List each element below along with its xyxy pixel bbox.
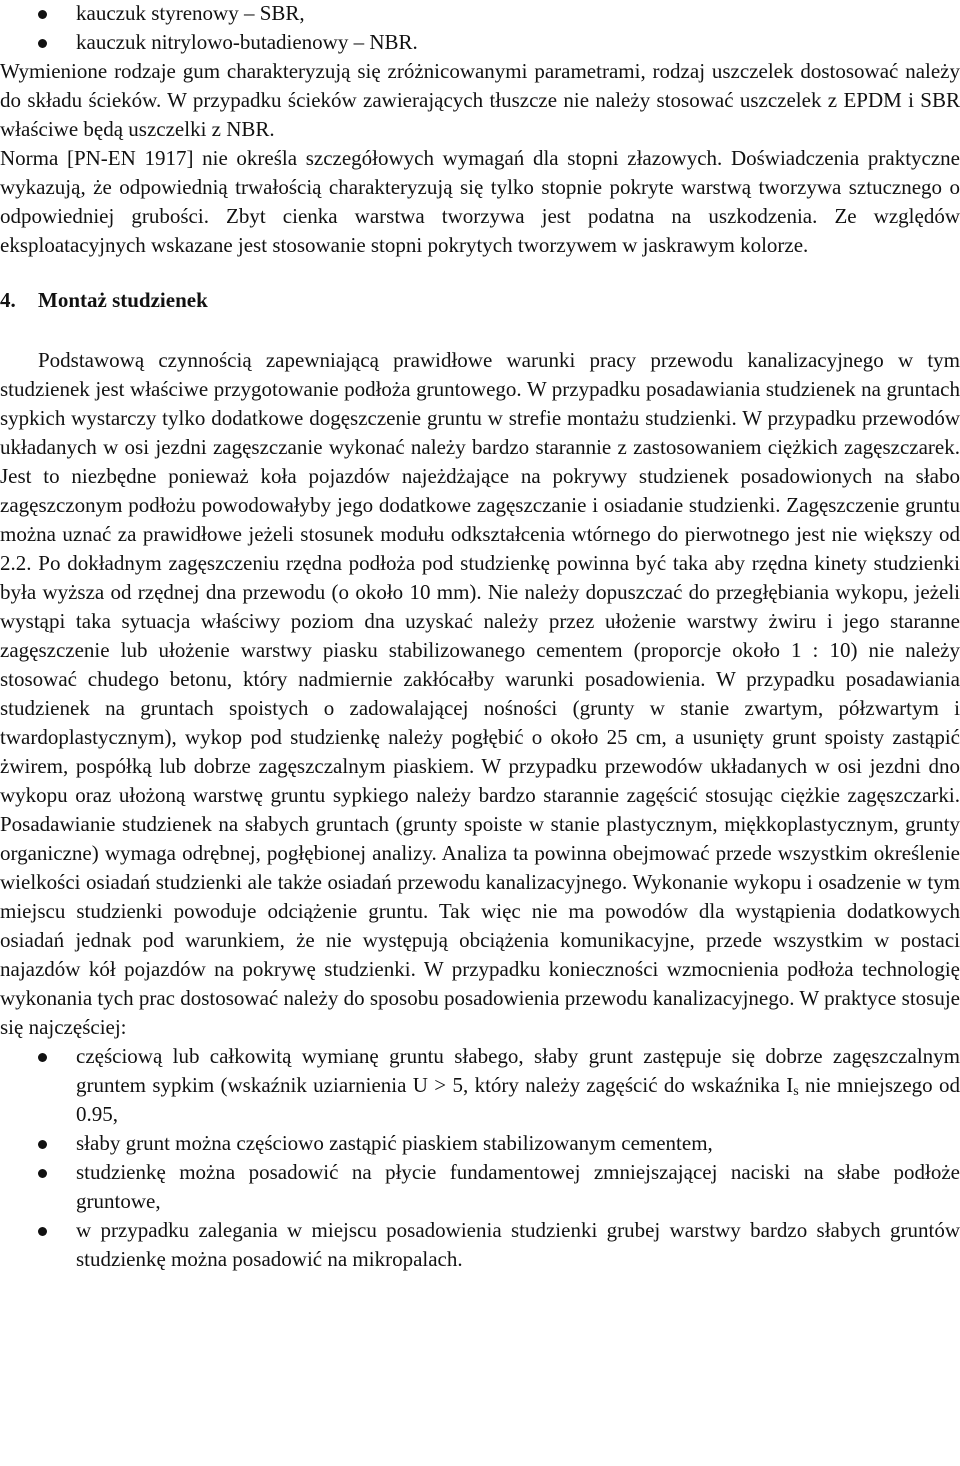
list-item-text <box>76 1044 960 1126</box>
section-heading <box>0 286 960 316</box>
spacer <box>0 260 960 286</box>
list-item-text: w przypadku zalegania w miejscu posadowienia studzienki grubej warstwy bardzo słabych gruntów studzienkę można posadowić na mikropalach. <box>76 1218 960 1271</box>
paragraph-steps: Norma [PN-EN 1917] nie określa szczegółowych wymagań dla stopni złazowych. Doświadczenia praktyczne wykazują, że odpowiednią trwałością charakteryzują się tylko stopnie pokryte warstwą tworzywa sztucznego o odpowiedniej grubości. Zbyt cienka warstwa tworzywa jest podatna na uszkodzenia. Ze względów eksploatacyjnych wskazane jest stosowanie stopni pokrytych tworzywem w jaskrawym kolorze. <box>0 146 960 257</box>
list-item-text-main: częściową lub całkowitą wymianę gruntu słabego, słaby grunt zastępuje się dobrze zagęszczalnym gruntem sypkim (wskaźnik uziarnienia U > 5, który należy zagęścić do wskaźnika I <box>76 1044 960 1097</box>
bullet-icon <box>38 10 47 19</box>
list-item <box>0 0 960 28</box>
list-item <box>0 1129 960 1158</box>
rubber-types-list <box>0 0 960 57</box>
spacer <box>0 316 960 346</box>
section-title: Montaż studzienek <box>38 288 208 312</box>
bullet-icon <box>38 39 47 48</box>
paragraph-installation: Podstawową czynnością zapewniającą prawidłowe warunki pracy przewodu kanalizacyjnego w tym studzienek jest właściwe przygotowanie podłoża gruntowego. W przypadku posadawiania studzienek na gruntach sypkich wystarczy tylko dodatkowe dogęszczenie gruntu w strefie montażu studzienki. W przypadku przewodów układanych w osi jezdni zagęszczanie wykonać należy bardzo starannie z zastosowaniem ciężkich zagęszczarek. Jest to niezbędne ponieważ koła pojazdów najeżdżające na pokrywy studzienek posadowionych na słabo zagęszczonym podłożu powodowałyby jego dodatkowe zagęszczanie i osiadanie studzienki. Zagęszczenie gruntu można uznać za prawidłowe jeżeli stosunek modułu odkształcenia wtórnego do pierwotnego jest nie większy od 2.2. Po dokładnym zagęszczeniu rzędna podłoża pod studzienkę powinna być taka aby rzędna kinety studzienki była wyższa od rzędnej dna przewodu (o około 10 mm). Nie należy dopuszczać do przegłębiania wykopu, jeżeli wystąpi taka sytuacja właściwy poziom dna uzyskać należy przez ułożenie warstwy żwiru i jego staranne zagęszczenie lub ułożenie warstwy piasku stabilizowanego cementem (proporcje około 1 : 10) nie należy stosować chudego betonu, który nadmiernie zakłócałby warunki posadowienia. W przypadku posadawiania studzienek na gruntach spoistych o zadowalającej nośności (grunty w stanie zwartym, półzwartym i twardoplastycznym), wykop pod studzienkę należy pogłębić o około 25 cm, a usunięty grunt spoisty zastąpić żwirem, pospółką lub dobrze zagęszczalnym piaskiem. W przypadku przewodów układanych w osi jezdni dno wykopu oraz ułożoną warstwę gruntu sypkiego należy bardzo starannie zagęścić stosując ciężkie zagęszczarki. Posadawianie studzienek na słabych gruntach (grunty spoiste w stanie plastycznym, miękkoplastycznym, grunty organiczne) wymaga odrębnej, pogłębionej analizy. Analiza ta powinna obejmować przede wszystkim określenie wielkości osiadań studzienki ale także osiadań przewodu kanalizacyjnego. Wykonanie wykopu i osadzenie w tym miejscu studzienki powoduje odciążenie gruntu. Tak więc nie ma powodów dla wystąpienia dodatkowych osiadań jednak pod warunkiem, że nie występują obciążenia komunikacyjne, przede wszystkim w postaci najazdów kół pojazdów na pokrywę studzienki. W przypadku konieczności wzmocnienia podłoża technologię wykonania tych prac dostosować należy do sposobu posadowienia przewodu kanalizacyjnego. W praktyce stosuje się najczęściej: <box>0 348 960 1039</box>
list-item <box>0 28 960 57</box>
list-item <box>0 1158 960 1216</box>
list-item-text: słaby grunt można częściowo zastąpić piaskiem stabilizowanym cementem, <box>76 1131 713 1155</box>
reinforcement-methods-list <box>0 1042 960 1274</box>
subscript: s <box>793 1084 799 1099</box>
section-number: 4. <box>0 288 16 312</box>
bullet-icon <box>38 1140 47 1149</box>
list-item-text: kauczuk nitrylowo-butadienowy – NBR. <box>76 30 418 54</box>
list-item-text-rest: nie mniejszego od 0.95, <box>76 1073 960 1126</box>
list-item-text: studzienkę można posadowić na płycie fundamentowej zmniejszającej naciski na słabe podłoże gruntowe, <box>76 1160 960 1213</box>
list-item <box>0 1042 960 1129</box>
list-item <box>0 1216 960 1274</box>
bullet-icon <box>38 1169 47 1178</box>
paragraph-gaskets: Wymienione rodzaje gum charakteryzują się zróżnicowanymi parametrami, rodzaj uszczelek dostosować należy do składu ścieków. W przypadku ścieków zawierających tłuszcze nie należy stosować uszczelek z EPDM i SBR właściwe będą uszczelki z NBR. <box>0 59 960 141</box>
bullet-icon <box>38 1227 47 1236</box>
bullet-icon <box>38 1053 47 1062</box>
list-item-text: kauczuk styrenowy – SBR, <box>76 1 305 25</box>
